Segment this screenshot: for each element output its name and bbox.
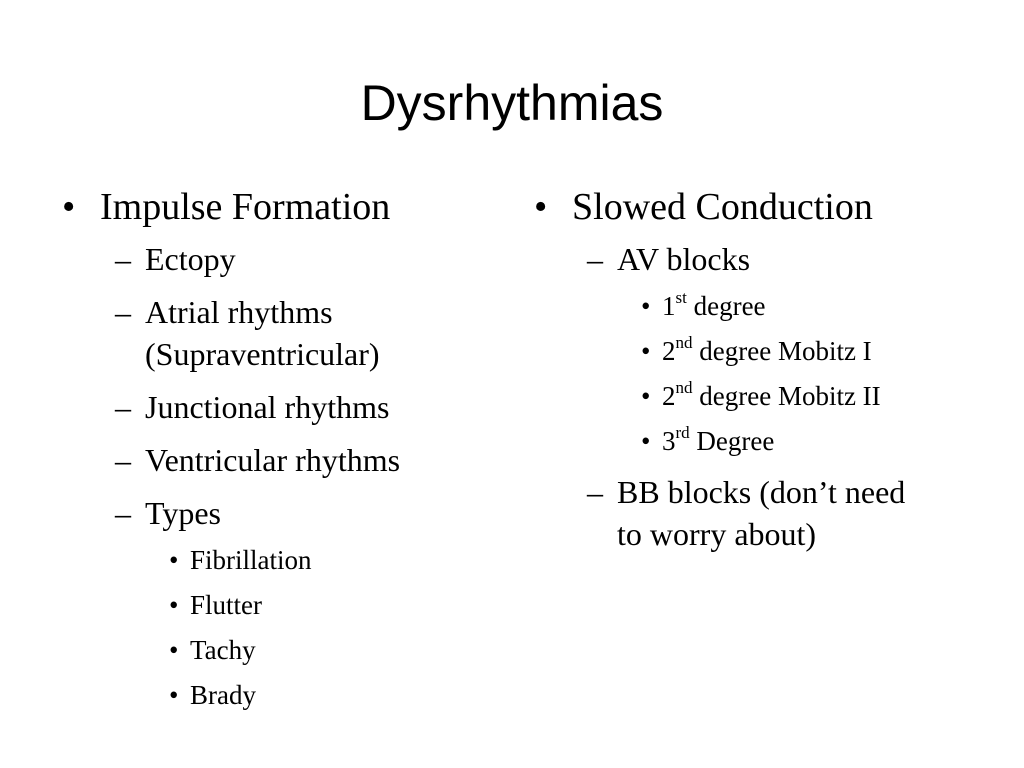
dash-mark: – [115, 294, 131, 330]
degree-ordinal: nd [675, 378, 693, 397]
degree-ordinal: rd [675, 423, 690, 442]
degree-ordinal: nd [675, 333, 693, 352]
bullet-mark: • [169, 635, 179, 665]
type-item-fibrillation [62, 543, 502, 577]
type-item-text: Brady [190, 680, 256, 710]
sub-item-ectopy [62, 238, 502, 280]
dash-mark: – [115, 495, 131, 531]
bullet-text: Slowed Conduction [572, 186, 873, 228]
sub-item-text: Atrial rhythms (Supraventricular) [145, 294, 380, 372]
sub-item-text: Ventricular rhythms [145, 442, 401, 478]
sub-item-junctional-rhythms [62, 386, 502, 428]
degree-number: 2 [662, 381, 676, 411]
sub-item-ventricular-rhythms [62, 439, 502, 481]
sub-item-types [62, 492, 502, 534]
type-item-flutter [62, 588, 502, 622]
bullet-mark: • [641, 381, 651, 411]
bullet-mark: • [169, 545, 179, 575]
dash-mark: – [115, 442, 131, 478]
bullet-mark: • [169, 590, 179, 620]
type-item-tachy [62, 633, 502, 667]
degree-item-2nd-mobitz-1 [534, 334, 974, 368]
type-item-text: Tachy [190, 635, 256, 665]
dash-mark: – [587, 474, 603, 510]
degree-text: degree Mobitz I [692, 336, 872, 366]
sub-item-bb-blocks [534, 471, 917, 555]
sub-item-text: Junctional rhythms [145, 389, 390, 425]
degree-item-1st [534, 289, 974, 323]
bullet-slowed-conduction [534, 182, 974, 232]
bullet-mark: • [62, 186, 76, 228]
sub-item-text: Ectopy [145, 241, 236, 277]
sub-item-text: Types [145, 495, 221, 531]
bullet-text: Impulse Formation [100, 186, 391, 228]
left-column [62, 182, 502, 723]
bullet-mark: • [641, 336, 651, 366]
degree-ordinal: st [675, 288, 687, 307]
degree-number: 2 [662, 336, 676, 366]
degree-text: Degree [689, 426, 775, 456]
degree-text: degree [686, 291, 766, 321]
bullet-mark: • [641, 291, 651, 321]
dash-mark: – [115, 389, 131, 425]
sub-item-text: AV blocks [617, 241, 751, 277]
sub-item-av-blocks [534, 238, 974, 280]
degree-text: degree Mobitz II [692, 381, 881, 411]
right-column [534, 182, 974, 566]
degree-number: 1 [662, 291, 676, 321]
bullet-mark: • [534, 186, 548, 228]
type-item-text: Flutter [190, 590, 262, 620]
bullet-mark: • [641, 426, 651, 456]
type-item-brady [62, 678, 502, 712]
degree-item-3rd [534, 424, 974, 458]
slide-title: Dysrhythmias [360, 75, 664, 131]
degree-item-2nd-mobitz-2 [534, 379, 974, 413]
dash-mark: – [587, 241, 603, 277]
sub-item-atrial-rhythms [62, 291, 455, 375]
bullet-mark: • [169, 680, 179, 710]
dash-mark: – [115, 241, 131, 277]
type-item-text: Fibrillation [190, 545, 312, 575]
sub-item-text: BB blocks (don’t need to worry about) [617, 474, 906, 552]
degree-number: 3 [662, 426, 676, 456]
bullet-impulse-formation [62, 182, 502, 232]
